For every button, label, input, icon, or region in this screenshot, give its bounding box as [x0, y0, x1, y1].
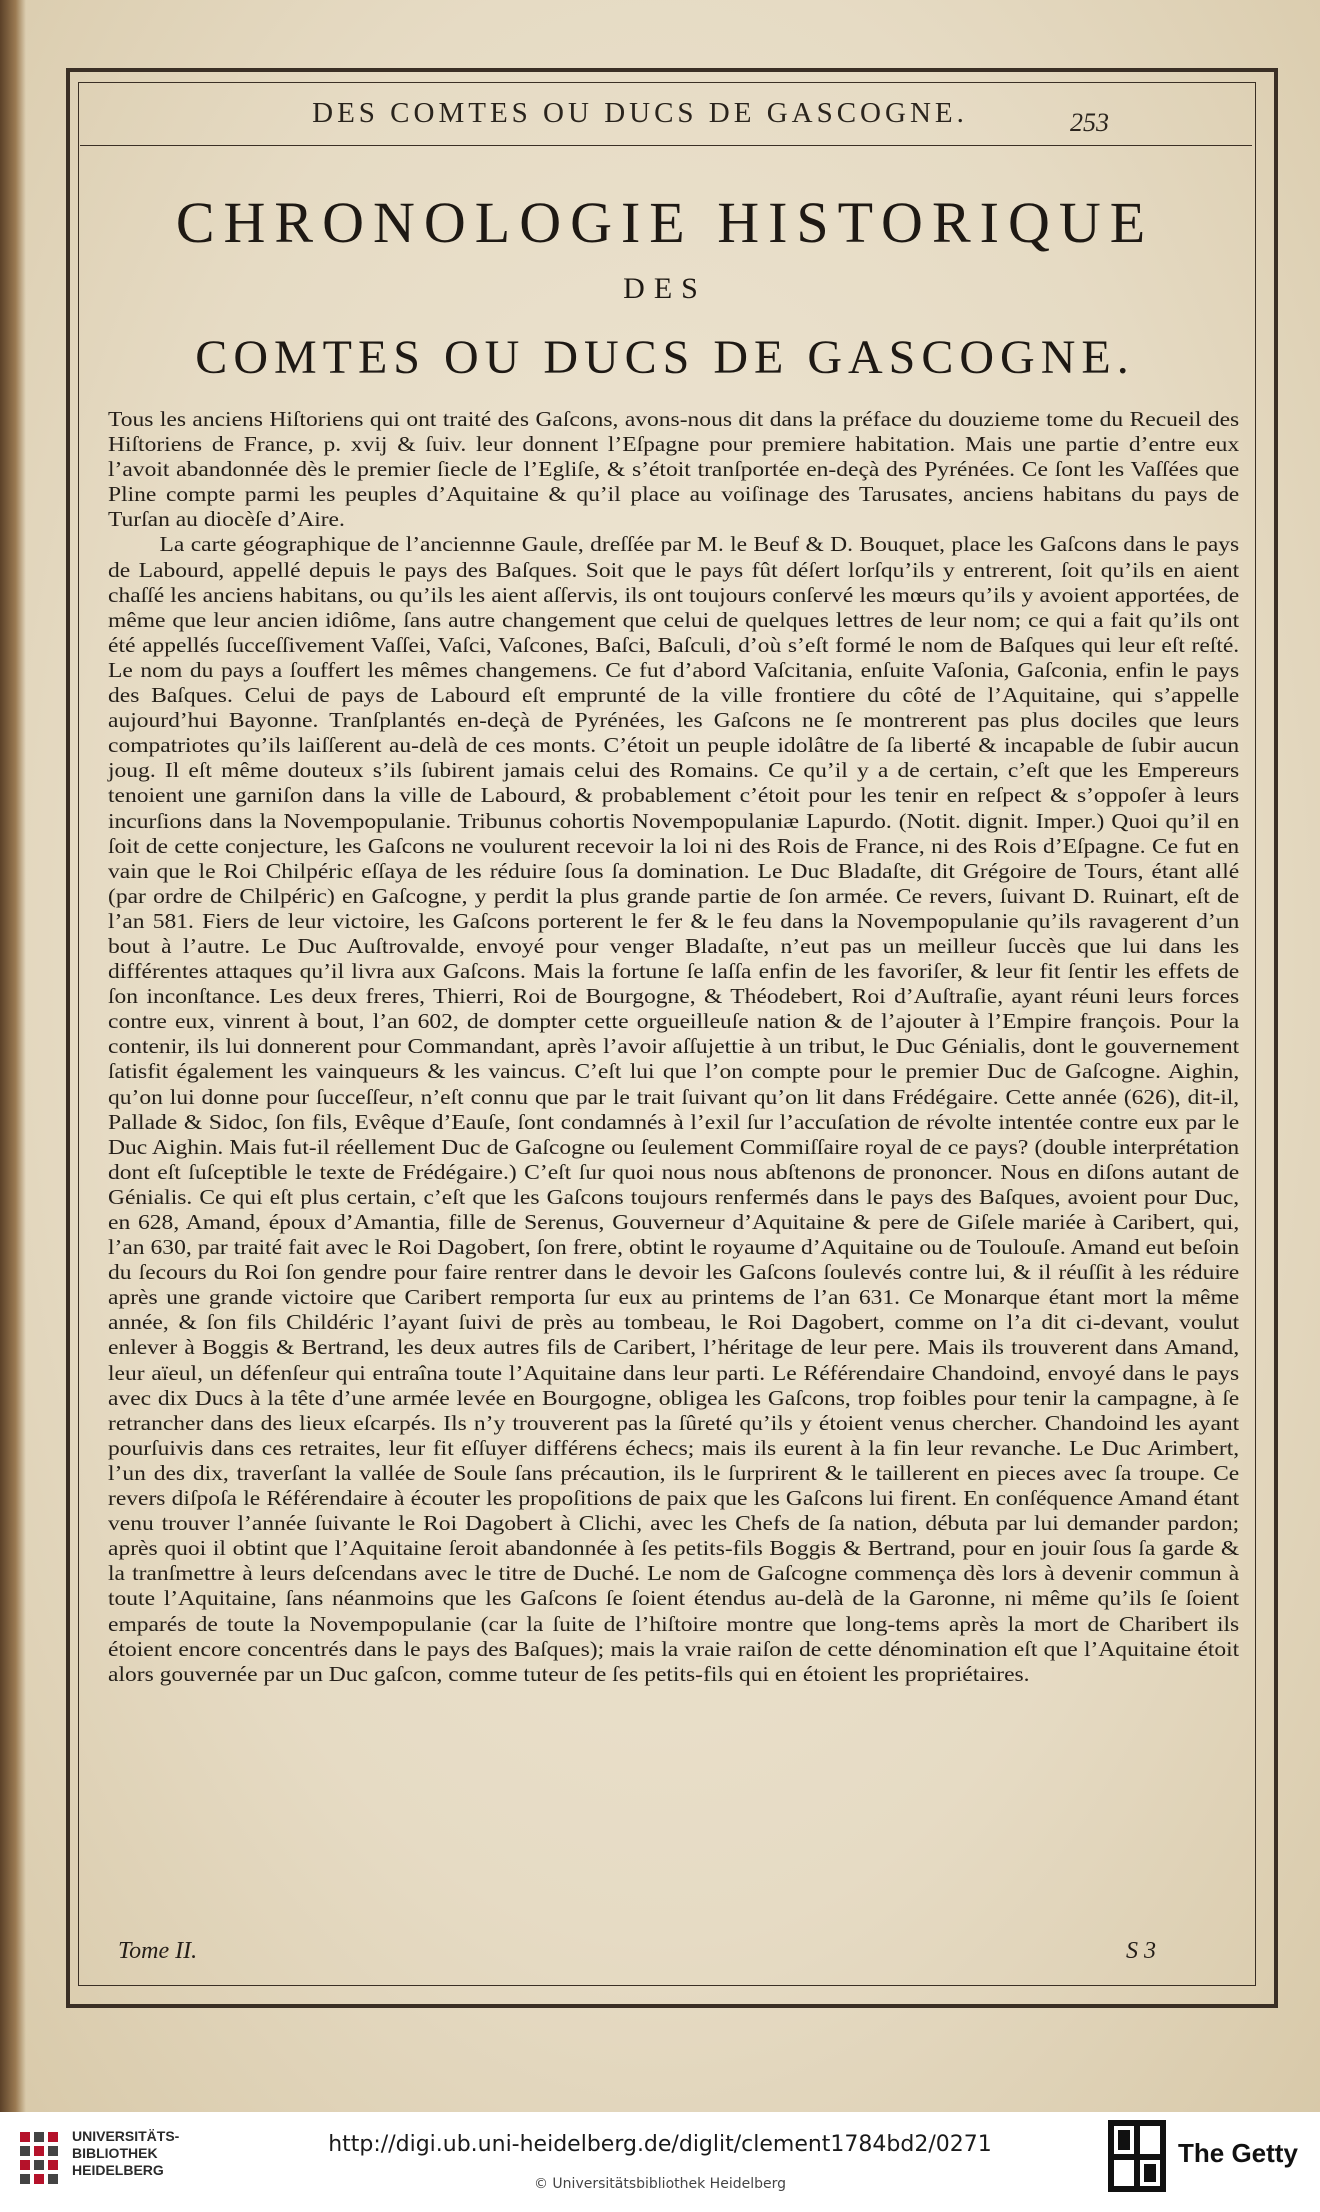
paragraph-2: La carte géographique de l’anciennne Gaule, dreſſée par M. le Beuf & D. Bouquet, place les Gaſcons dans le pays de Labourd, appellé depuis le pays des Baſques. Soit que le pays fût déſert lorſqu’ils y entrerent, ſoit qu’ils en aient chaſſé les anciens habitans, ou qu’ils les aient aſſervis, ils ont toujours conſervé les mœurs qu’ils y avoient apportées, de même que leur ancien idiôme, ſans autre changement que celui de quelques lettres de leur nom; ce qui a fait qu’ils ont été appellés ſucceſſivement Vaſſei, Vaſci, Vaſcones, Baſci, Baſculi, d’où s’eſt formé le nom de Baſques qui leur eſt reſté. Le nom du pays a ſouffert les mêmes changemens. Ce fut d’abord Vaſcitania, enſuite Vaſonia, Gaſconia, enfin le pays des Baſques. Celui de pays de Labourd eſt emprunté de la ville frontiere du côté de l’Aquitaine, qui s’appelle aujourd’hui Bayonne. Tranſplantés en-deçà de Pyrénées, les Gaſcons ne ſe montrerent pas plus dociles que leurs compatriotes qu’ils laiſſerent au-delà de ces monts. C’étoit un peuple idolâtre de ſa liberté & incapable de ſubir aucun joug. Il eſt même douteux s’ils ſubirent jamais celui des Romains. Ce qu’il y a de certain, c’eſt que les Empereurs tenoient une garniſon dans la ville de Labourd, & probablement c’étoit pour les tenir en reſpect & s’oppoſer à leurs incurſions dans la Novempopulanie. Tribunus cohortis Novempopulaniæ Lapurdo. (Notit. dignit. Imper.) Quoi qu’il en ſoit de cette conjecture, les Gaſcons ne voulurent recevoir la loi ni des Rois de France, ni des Rois d’Eſpagne. Ce fut en vain que le Roi Chilpéric eſſaya de les réduire ſous ſa domination. Le Duc Bladaſte, dit Grégoire de Tours, étant allé (par ordre de Chilpéric) en Gaſcogne, y perdit la plus grande partie de ſon armée. Ce revers, ſuivant D. Ruinart, eſt de l’an 581. Fiers de leur victoire, les Gaſcons porterent le fer & le feu dans la Novempopulanie qu’ils ravagerent d’un bout à l’autre. Le Duc Auſtrovalde, envoyé pour venger Bladaſte, n’eut pas un meilleur ſuccès que lui dans les différentes attaques qu’il livra aux Gaſcons. Mais la fortune ſe laſſa enfin de les favoriſer, & leur fit ſentir les effets de ſon inconſtance. Les deux freres, Thierri, Roi de Bourgogne, & Théodebert, Roi d’Auſtraſie, ayant réuni leurs forces contre eux, vinrent à bout, l’an 602, de dompter cette orgueilleuſe nation & de l’ajouter à l’Empire françois. Pour la contenir, ils lui donnerent pour Commandant, après l’avoir aſſujettie à un tribut, le Duc Génialis, dont le gouvernement ſatisfit également les vainqueurs & les vaincus. C’eſt lui que l’on compte pour le premier Duc de Gaſcogne. Aighin, qu’on lui donne pour ſucceſſeur, n’eſt connu que par le trait ſuivant qu’on lit dans Frédégaire. Cette année (626), dit-il, Pallade & Sidoc, ſon fils, Evêque d’Eauſe, ſont condamnés à l’exil ſur l’accuſation de révolte intentée contre eux par le Duc Aighin. Mais fut-il réellement Duc de Gaſcogne ou ſeulement Commiſſaire royal de ce pays? (double interprétation dont eſt ſuſceptible le texte de Frédégaire.) C’eſt ſur quoi nous nous abſtenons de prononcer. Nous en diſons autant de Génialis. Ce qui eſt plus certain, c’eſt que les Gaſcons toujours renfermés dans le pays des Baſques, avoient pour Duc, en 628, Amand, époux d’Amantia, fille de Serenus, Gouverneur d’Aquitaine & pere de Giſele mariée à Caribert, qui, l’an 630, par traité fait avec le Roi Dagobert, ſon frere, obtint le royaume d’Aquitaine ou de Toulouſe. Amand eut beſoin du ſecours du Roi ſon gendre pour faire rentrer dans le devoir les Gaſcons ſoulevés contre lui, & il réuſſit à les réduire après une grande victoire que Caribert remporta ſur eux au printems de l’an 631. Ce Monarque étant mort la même année, & ſon fils Childéric l’ayant ſuivi de près au tombeau, le Roi Dagobert, comme on l’a dit ci-devant, voulut enlever à Boggis & Bertrand, les deux autres fils de Caribert, l’héritage de leur pere. Mais ils trouverent dans Amand, leur aïeul, un défenſeur qui entraîna toute l’Aquitaine dans leur parti. Le Référendaire Chandoind, envoyé dans le pays avec dix Ducs à la tête d’une armée levée en Bourgogne, obligea les Gaſcons, trop foibles pour tenir la campagne, à ſe retrancher dans des lieux eſcarpés. Ils n’y trouverent pas la ſûreté qu’ils y étoient venus chercher. Chandoind les ayant pourſuivis dans ces retraites, leur fit eſſuyer différens échecs; mais ils eurent à la fin leur revanche. Le Duc Arimbert, l’un des dix, traverſant la vallée de Soule ſans précaution, ils le ſurprirent & le taillerent en pieces avec ſa troupe. Ce revers diſpoſa le Référendaire à écouter les propoſitions de paix que les Gaſcons lui firent. En conſéquence Amand étant venu trouver l’année ſuivante le Roi Dagobert à Clichi, avec les Chefs de ſa nation, débuta par lui demander pardon; après quoi il obtint que l’Aquitaine ſeroit abandonnée à ſes petits-fils Boggis & Bertrand, pour en jouir ſous ſa garde & la tranſmettre à leurs deſcendans avec le titre de Duché. Le nom de Gaſcogne commença dès lors à devenir commun à toute l’Aquitaine, ſans néanmoins que les Gaſcons ſe ſoient étendus au-delà de la Garonne, ni même qu’ils ſe ſoient emparés de toute la Novempopulanie (car la ſuite de l’hiſtoire montre que long-tems après la mort de Charibert ils étoient encore concentrés dans le pays des Baſques); mais la vraie raiſon de cette dénomination eſt que l’Aquitaine étoit alors gouvernée par un Duc gaſcon, comme tuteur de ſes petits-fils qui en étoient les propriétaires.: [108, 532, 1240, 1686]
page-number: 253: [1070, 108, 1109, 137]
paragraph-1: Tous les anciens Hiſtoriens qui ont traité des Gaſcons, avons-nous dit dans la préface du douzieme tome du Recueil des Hiſtoriens de France, p. xvij & ſuiv. leur donnent l’Eſpagne pour premiere habitation. Mais une partie d’entre eux l’avoit abandonnée dès le premier ſiecle de l’Egliſe, & s’étoit tranſportée en-deçà des Pyrénées. Ce ſont les Vaſſées que Pline compte parmi les peuples d’Aquitaine & qu’il place au voiſinage des Tarusates, anciens habitans du pays de Turſan au diocèſe d’Aire.: [108, 407, 1240, 532]
title-line-1: CHRONOLOGIE HISTORIQUE: [175, 190, 1155, 255]
copyright-notice: © Universitätsbibliothek Heidelberg: [533, 2176, 786, 2192]
title-line-3: COMTES OU DUCS DE GASCOGNE.: [195, 331, 1135, 384]
tome-label: Tome II.: [118, 1938, 198, 1964]
institution-line-2: BIBLIOTHEK: [72, 2145, 158, 2161]
institution-line-1: UNIVERSITÄTS-: [72, 2128, 180, 2144]
getty-logo-icon[interactable]: [1108, 2120, 1166, 2192]
institution-line-3: HEIDELBERG: [72, 2162, 164, 2178]
running-head: DES COMTES OU DUCS DE GASCOGNE.: [312, 97, 968, 129]
permalink-url[interactable]: http://digi.ub.uni-heidelberg.de/diglit/clement1784bd2/0271: [328, 2132, 992, 2157]
title-line-2: DES: [623, 272, 707, 305]
header-rule: [80, 145, 1252, 146]
body-text: [108, 407, 1239, 1687]
book-spine-shadow: [0, 0, 26, 2112]
signature-mark: S 3: [1126, 1938, 1156, 1964]
partner-name: The Getty: [1178, 2138, 1298, 2168]
